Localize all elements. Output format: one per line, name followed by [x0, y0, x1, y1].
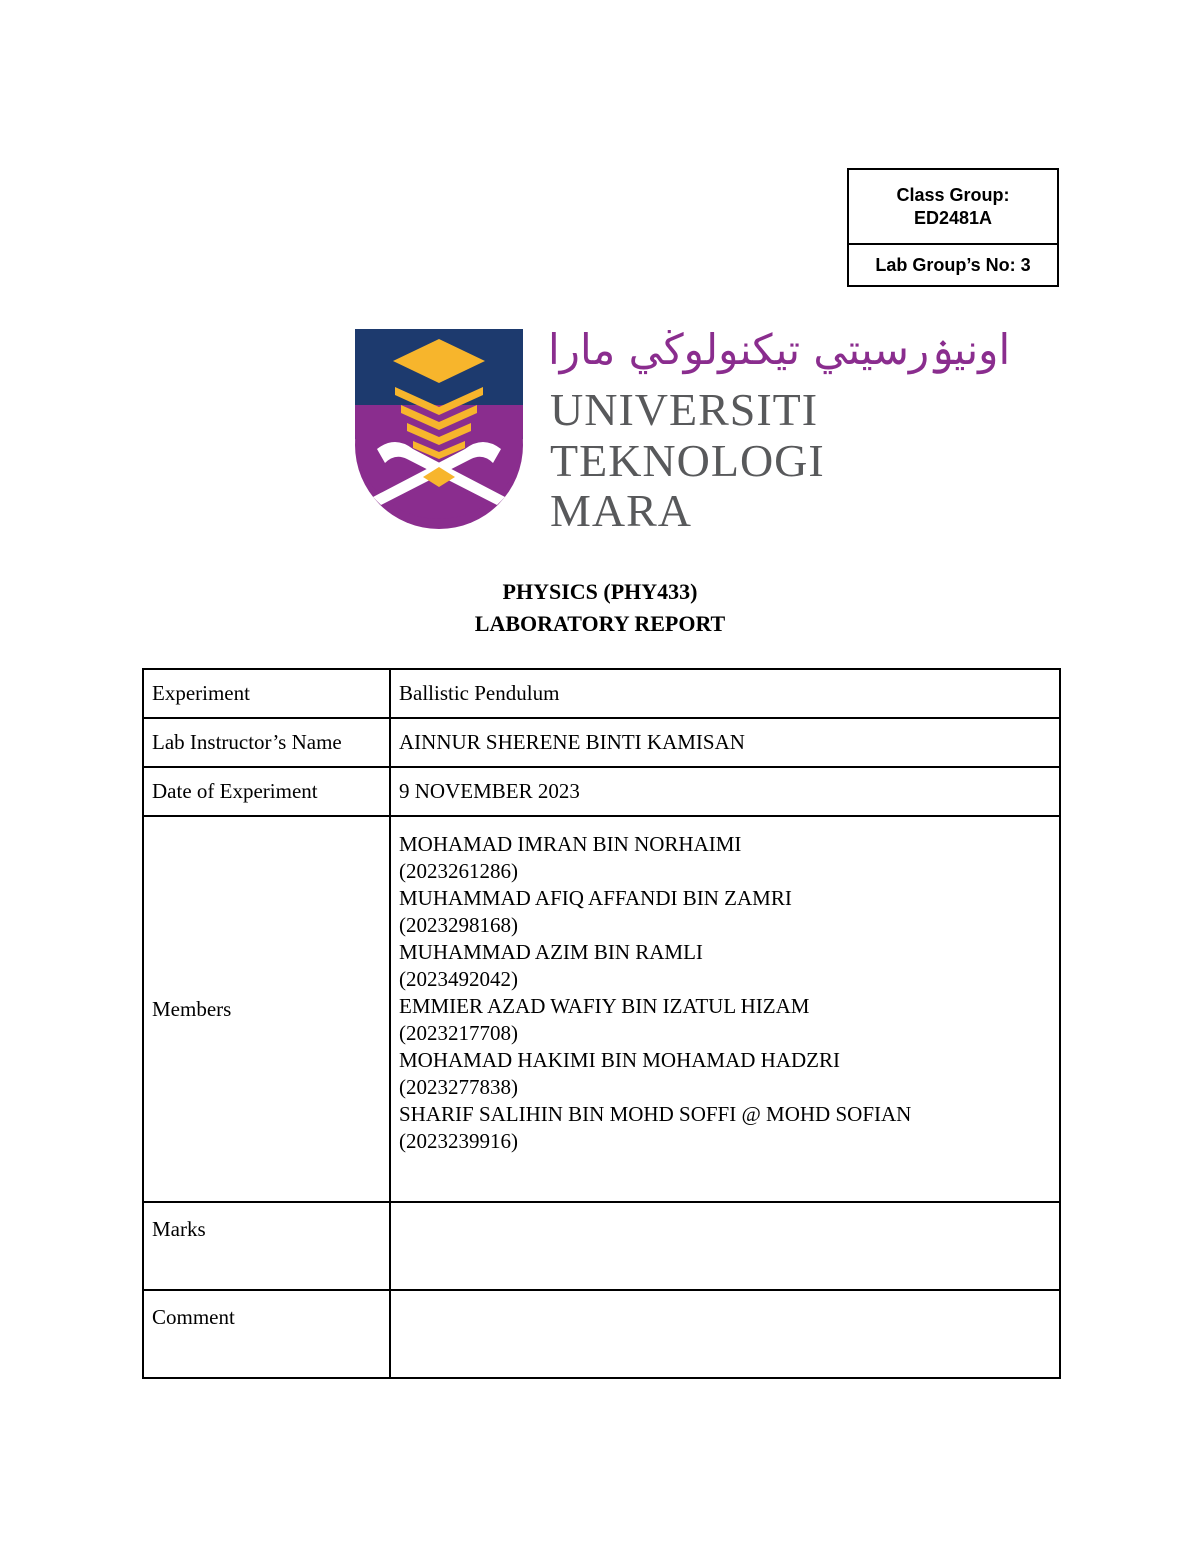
- logo-line-mara: MARA: [550, 485, 693, 536]
- logo-line-universiti: UNIVERSITI: [550, 384, 819, 435]
- marks-value: [390, 1202, 1060, 1290]
- class-group-value: ED2481A: [913, 207, 993, 228]
- member-line: (2023239916): [399, 1129, 518, 1153]
- experiment-label: Experiment: [143, 669, 390, 718]
- logo-line-teknologi: TEKNOLOGI: [550, 435, 825, 486]
- member-line: EMMIER AZAD WAFIY BIN IZATUL HIZAM: [399, 994, 810, 1018]
- uitm-logo: [355, 325, 1011, 536]
- date-label: Date of Experiment: [143, 767, 390, 816]
- marks-label: Marks: [143, 1202, 390, 1290]
- member-line: MUHAMMAD AZIM BIN RAMLI: [399, 940, 703, 964]
- comment-value: [390, 1290, 1060, 1378]
- logo-jawi-text: اونيۏرسيتي تيكنولوڬي مارا: [548, 325, 1011, 374]
- table-row: [143, 767, 1060, 816]
- member-line: (2023298168): [399, 913, 518, 937]
- lab-group-number: Lab Group’s No: 3: [875, 254, 1031, 275]
- member-line: (2023277838): [399, 1075, 518, 1099]
- lab-group-cell: [849, 245, 1057, 285]
- date-value: 9 NOVEMBER 2023: [390, 767, 1060, 816]
- table-row: [143, 816, 1060, 1202]
- members-list: [390, 816, 1060, 1202]
- member-line: (2023217708): [399, 1021, 518, 1045]
- report-type-title: LABORATORY REPORT: [474, 611, 726, 636]
- course-title: PHYSICS (PHY433): [502, 579, 698, 604]
- table-row: [143, 718, 1060, 767]
- table-row: [143, 1290, 1060, 1378]
- experiment-value: Ballistic Pendulum: [390, 669, 1060, 718]
- member-line: (2023492042): [399, 967, 518, 991]
- member-line: MOHAMAD IMRAN BIN NORHAIMI: [399, 832, 742, 856]
- members-label: Members: [143, 816, 390, 1202]
- class-group-cell: [849, 170, 1057, 245]
- report-title: [0, 576, 1200, 640]
- table-row: [143, 1202, 1060, 1290]
- class-group-label: Class Group:: [896, 184, 1010, 205]
- report-info-table: [142, 668, 1061, 1379]
- uitm-emblem-icon: [355, 325, 525, 531]
- instructor-label: Lab Instructor’s Name: [143, 718, 390, 767]
- table-row: [143, 669, 1060, 718]
- member-line: MUHAMMAD AFIQ AFFANDI BIN ZAMRI: [399, 886, 792, 910]
- member-line: SHARIF SALIHIN BIN MOHD SOFFI @ MOHD SOFIAN: [399, 1102, 912, 1126]
- member-line: MOHAMAD HAKIMI BIN MOHAMAD HADZRI: [399, 1048, 840, 1072]
- comment-label: Comment: [143, 1290, 390, 1378]
- member-line: (2023261286): [399, 859, 518, 883]
- class-group-box: [847, 168, 1059, 287]
- instructor-value: AINNUR SHERENE BINTI KAMISAN: [390, 718, 1060, 767]
